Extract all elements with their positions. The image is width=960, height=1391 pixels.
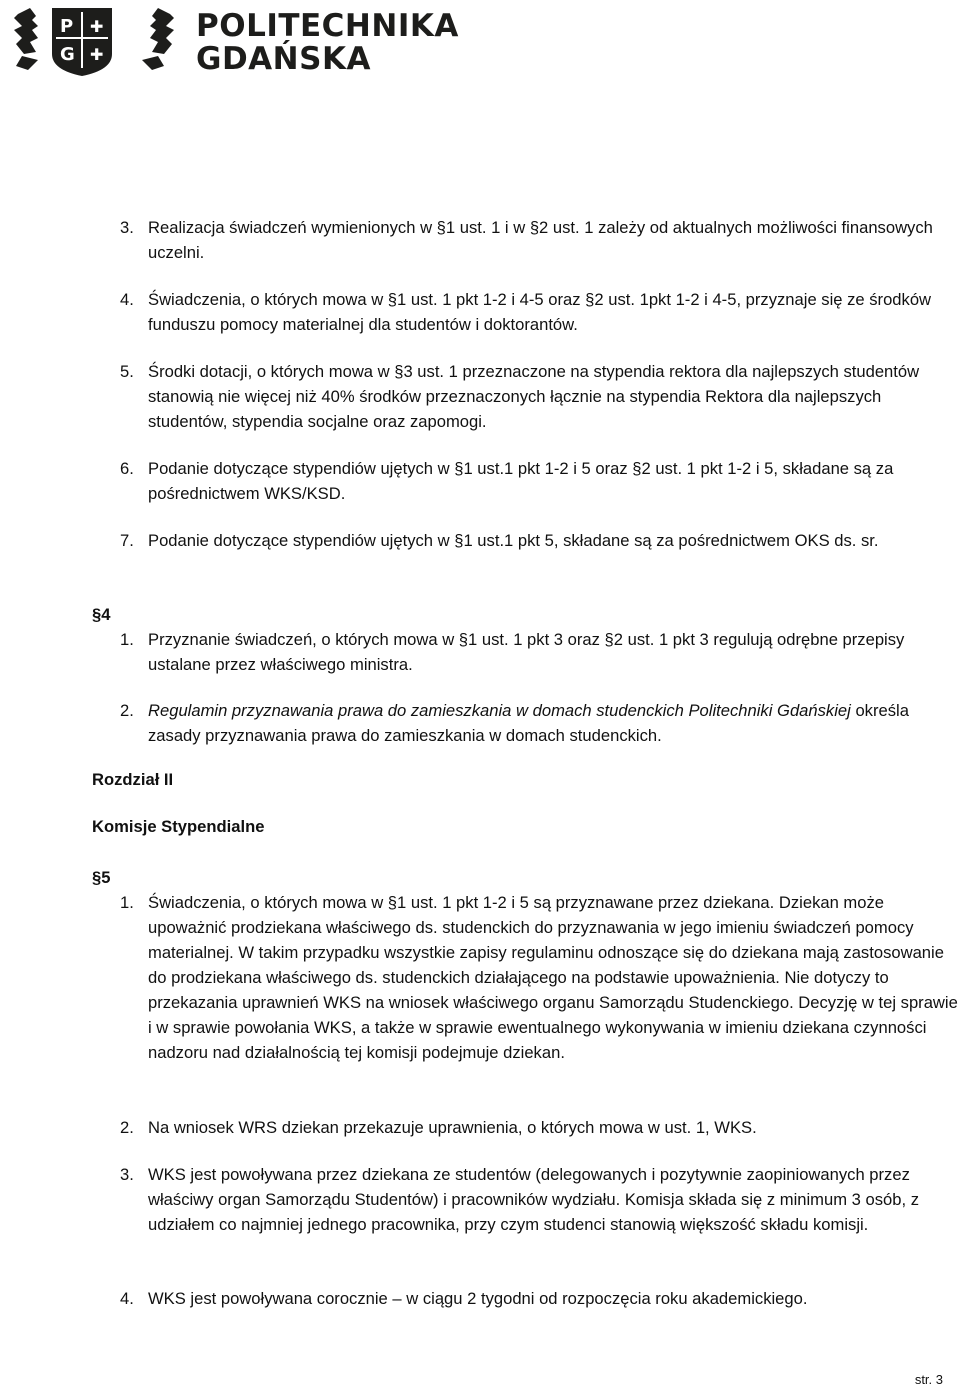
list-item-text: WKS jest powoływana corocznie – w ciągu 2 tygodni od rozpoczęcia roku akademickiego. [148,1289,808,1308]
list-item-text: Świadczenia, o których mowa w §1 ust. 1 pkt 1-2 i 4-5 oraz §2 ust. 1pkt 1-2 i 4-5, przyznaje się ze środków funduszu pomocy materialnej dla studentów i doktorantów. [148,290,932,334]
chapter-subtitle: Komisje Stypendialne [92,817,265,836]
list-item-text: Podanie dotyczące stypendiów ujętych w §1 ust.1 pkt 1-2 i 5 oraz §2 ust. 1 pkt 1-2 i 5, składane są za pośrednictwem WKS/KSD. [148,459,894,503]
list-number: 4. [120,1289,134,1308]
list-item-text: Na wniosek WRS dziekan przekazuje uprawnienia, o których mowa w ust. 1, WKS. [148,1118,757,1137]
list-item-text [148,698,948,748]
chapter-title: Rozdział II [92,770,174,789]
regulation-title: Regulamin przyznawania prawa do zamieszkania w domach studenckich Politechniki Gdańskiej [148,701,851,720]
list-number: 1. [120,893,134,912]
list-item-text: Podanie dotyczące stypendiów ujętych w §1 ust.1 pkt 5, składane są za pośrednictwem OKS ds. sr. [148,531,879,550]
list-number: 7. [120,531,134,550]
section-label: §4 [92,605,111,624]
list-number: 3. [120,1165,134,1184]
list-item-text: Świadczenia, o których mowa w §1 ust. 1 pkt 1-2 i 5 są przyznawane przez dziekana. Dziekan może upoważnić prodziekana właściwego ds. studenckich do przyznawania w jego imieniu świadczeń pomocy materialnej. W takim przypadku wszystkie zapisy regulaminu odnoszące się do dziekana mają zastosowanie do prodziekana właściwego ds. studenckich działającego na podstawie upoważnienia. Nie dotyczy to przekazania uprawnień WKS na wniosek właściwego organu Samorządu Studenckiego. Decyzję w tej sprawie i w sprawie powołania WKS, a także w sprawie ewentualnego wykonywania w imieniu dziekana czynności nadzoru nad działalnością tej komisji podejmuje dziekan. [148,893,958,1062]
logo-line-1: POLITECHNIKA [196,8,459,44]
list-number: 3. [120,218,134,237]
svg-text:P: P [60,16,74,37]
list-item-text: Realizacja świadczeń wymienionych w §1 ust. 1 i w §2 ust. 1 zależy od aktualnych możliwości finansowych uczelni. [148,218,933,262]
list-number: 5. [120,362,134,381]
politechnika-gdanska-logo [8,4,459,78]
list-item-text: Przyznanie świadczeń, o których mowa w §1 ust. 1 pkt 3 oraz §2 ust. 1 pkt 3 regulują odrębne przepisy ustalane przez właściwego ministra. [148,630,905,674]
list-item-text: WKS jest powoływana przez dziekana ze studentów (delegowanych i pozytywnie zaopiniowanych przez właściwy organ Samorządu Studentów) i pracowników wydziału. Komisja składa się z minimum 3 osób, z udziałem co najmniej jednego pracownika, przy czym studenci stanowią większość składu komisji. [148,1165,920,1234]
list-number: 4. [120,290,134,309]
list-number: 1. [120,630,134,649]
section-label: §5 [92,868,111,887]
list-item-text-rest: określa zasady przyznawania prawa do zamieszkania w domach studenckich. [148,701,909,745]
list-number: 2. [120,701,134,720]
list-item-text: Środki dotacji, o których mowa w §3 ust. 1 przeznaczone na stypendia rektora dla najlepszych studentów stanowią nie więcej niż 40% środków przeznaczonych łącznie na stypendia Rektora dla najlepszych studentów, stypendia socjalne oraz zapomogi. [148,362,920,431]
list-number: 2. [120,1118,134,1137]
university-emblem-icon [8,4,198,78]
svg-text:✚: ✚ [90,17,104,36]
page-number: str. 3 [914,1372,943,1387]
logo-line-2: GDAŃSKA [196,41,371,77]
svg-text:G: G [60,44,75,65]
list-number: 6. [120,459,134,478]
svg-text:✚: ✚ [90,45,104,64]
